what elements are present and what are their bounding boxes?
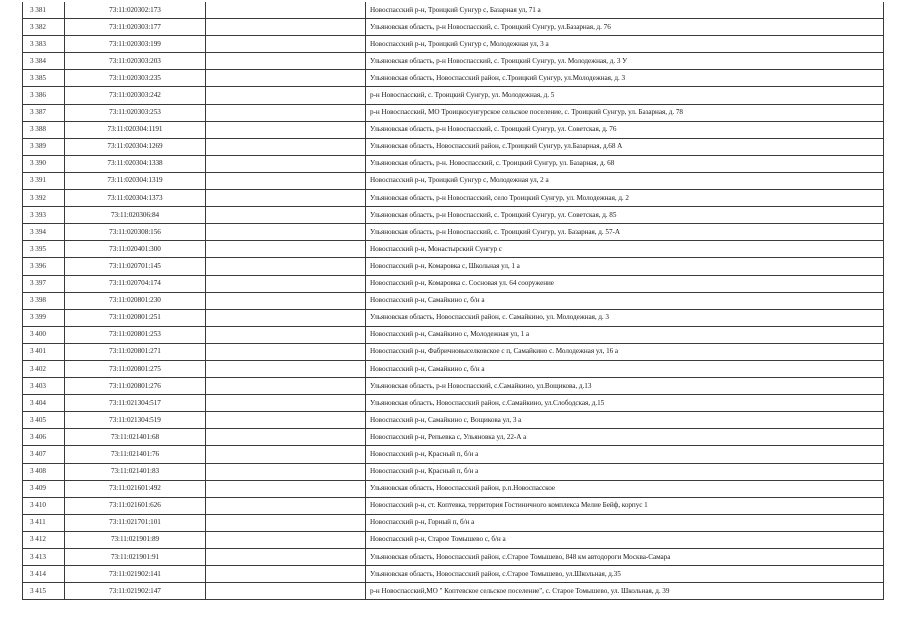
row-number-cell: 3 407	[23, 446, 65, 463]
blank-cell	[206, 343, 366, 360]
blank-cell	[206, 172, 366, 189]
address-cell: Новоспасский р-н, Троицкий Сунгур с, Молодежная ул, 3 а	[366, 36, 884, 53]
table-row	[23, 19, 884, 36]
cadastral-number-cell: 73:11:021401:76	[65, 446, 206, 463]
blank-cell	[206, 104, 366, 121]
cadastral-number-cell: 73:11:020303:235	[65, 70, 206, 87]
cadastral-number-cell: 73:11:021902:141	[65, 566, 206, 583]
row-number-cell: 3 390	[23, 155, 65, 172]
address-cell: Новоспасский р-н, Самайкино с, Вощикова ул, 3 а	[366, 412, 884, 429]
cadastral-number-cell: 73:11:021401:83	[65, 463, 206, 480]
row-number-cell: 3 415	[23, 583, 65, 600]
blank-cell	[206, 70, 366, 87]
table-row	[23, 429, 884, 446]
address-cell: Ульяновская область, р-н Новоспасский, с. Троицкий Сунгур, ул. Советская, д. 76	[366, 121, 884, 138]
cadastral-number-cell: 73:11:021601:626	[65, 497, 206, 514]
row-number-cell: 3 404	[23, 395, 65, 412]
blank-cell	[206, 292, 366, 309]
table-row	[23, 360, 884, 377]
row-number-cell: 3 413	[23, 549, 65, 566]
table-row	[23, 241, 884, 258]
address-cell: Новоспасский р-н, Репьевка с, Ульяновка ул, 22-А а	[366, 429, 884, 446]
table-row	[23, 172, 884, 189]
table-row	[23, 463, 884, 480]
blank-cell	[206, 309, 366, 326]
table-row	[23, 480, 884, 497]
row-number-cell: 3 408	[23, 463, 65, 480]
address-cell: Ульяновская область, Новоспасский район, с.Самайкино, ул.Слободская, д.15	[366, 395, 884, 412]
row-number-cell: 3 395	[23, 241, 65, 258]
cadastral-number-cell: 73:11:021901:89	[65, 531, 206, 548]
table-row	[23, 309, 884, 326]
address-cell: Ульяновская область, Новоспасский район, с.Троицкий Сунгур, ул.Базарная, д.68 А	[366, 138, 884, 155]
blank-cell	[206, 395, 366, 412]
row-number-cell: 3 411	[23, 514, 65, 531]
table-row	[23, 378, 884, 395]
row-number-cell: 3 409	[23, 480, 65, 497]
table-row	[23, 446, 884, 463]
row-number-cell: 3 386	[23, 87, 65, 104]
address-cell: р-н Новоспасский, МО Троицкосунгурское сельское поселение, с. Троицкий Сунгур, ул. Базарная, д. 78	[366, 104, 884, 121]
cadastral-number-cell: 73:11:020801:253	[65, 326, 206, 343]
document-table-region	[22, 2, 884, 600]
table-row	[23, 207, 884, 224]
cadastral-number-cell: 73:11:020303:203	[65, 53, 206, 70]
cadastral-number-cell: 73:11:020303:242	[65, 87, 206, 104]
blank-cell	[206, 429, 366, 446]
row-number-cell: 3 405	[23, 412, 65, 429]
blank-cell	[206, 207, 366, 224]
row-number-cell: 3 412	[23, 531, 65, 548]
blank-cell	[206, 155, 366, 172]
blank-cell	[206, 241, 366, 258]
blank-cell	[206, 138, 366, 155]
table-row	[23, 566, 884, 583]
address-cell: Ульяновская область, Новоспасский район, р.п.Новоспасское	[366, 480, 884, 497]
row-number-cell: 3 406	[23, 429, 65, 446]
table-row	[23, 326, 884, 343]
row-number-cell: 3 383	[23, 36, 65, 53]
address-cell: р-н Новоспасский, с. Троицкий Сунгур, ул. Молодежная, д. 5	[366, 87, 884, 104]
address-cell: Ульяновская область, р-н Новоспасский, с. Троицкий Сунгур, ул.Базарная, д. 76	[366, 19, 884, 36]
address-cell: Ульяновская область, р-н Новоспасский, с.Самайкино, ул.Вощикова, д.13	[366, 378, 884, 395]
row-number-cell: 3 403	[23, 378, 65, 395]
blank-cell	[206, 412, 366, 429]
address-cell: Новоспасский р-н, Комаровка с, Школьная ул, 1 а	[366, 258, 884, 275]
address-cell: Новоспасский р-н, Горный п, б/н а	[366, 514, 884, 531]
land-parcel-table	[22, 2, 884, 600]
table-row	[23, 87, 884, 104]
blank-cell	[206, 583, 366, 600]
blank-cell	[206, 19, 366, 36]
address-cell: Новоспасский р-н, Фабричновыселковское с п, Самайкино с. Молодежная ул, 16 а	[366, 343, 884, 360]
table-row	[23, 2, 884, 19]
table-row	[23, 292, 884, 309]
cadastral-number-cell: 73:11:020704:174	[65, 275, 206, 292]
blank-cell	[206, 326, 366, 343]
cadastral-number-cell: 73:11:020801:271	[65, 343, 206, 360]
blank-cell	[206, 378, 366, 395]
cadastral-number-cell: 73:11:020304:1319	[65, 172, 206, 189]
table-row	[23, 395, 884, 412]
blank-cell	[206, 463, 366, 480]
row-number-cell: 3 389	[23, 138, 65, 155]
table-body	[23, 2, 884, 600]
blank-cell	[206, 190, 366, 207]
table-row	[23, 412, 884, 429]
address-cell: Новоспасский р-н, Троицкий Сунгур с, Молодежная ул, 2 а	[366, 172, 884, 189]
address-cell: Новоспасский р-н, Монастырский Сунгур с	[366, 241, 884, 258]
blank-cell	[206, 121, 366, 138]
address-cell: Ульяновская область, р-н Новоспасский, с. Троицкий Сунгур, ул. Молодежная, д. 3 У	[366, 53, 884, 70]
blank-cell	[206, 275, 366, 292]
blank-cell	[206, 2, 366, 19]
cadastral-number-cell: 73:11:020308:156	[65, 224, 206, 241]
address-cell: Ульяновская область, Новоспасский район, с. Самайкино, ул. Молодежная, д. 3	[366, 309, 884, 326]
table-row	[23, 190, 884, 207]
cadastral-number-cell: 73:11:020304:1338	[65, 155, 206, 172]
cadastral-number-cell: 73:11:020801:275	[65, 360, 206, 377]
blank-cell	[206, 53, 366, 70]
cadastral-number-cell: 73:11:020801:276	[65, 378, 206, 395]
cadastral-number-cell: 73:11:020303:177	[65, 19, 206, 36]
cadastral-number-cell: 73:11:020302:173	[65, 2, 206, 19]
cadastral-number-cell: 73:11:020306:84	[65, 207, 206, 224]
cadastral-number-cell: 73:11:020304:1373	[65, 190, 206, 207]
blank-cell	[206, 497, 366, 514]
address-cell: Ульяновская область, р-н Новоспасский, село Троицкий Сунгур, ул. Молодежная, д. 2	[366, 190, 884, 207]
cadastral-number-cell: 73:11:020701:145	[65, 258, 206, 275]
row-number-cell: 3 385	[23, 70, 65, 87]
row-number-cell: 3 394	[23, 224, 65, 241]
address-cell: Ульяновская область, р-н Новоспасский, с. Троицкий Сунгур, ул. Базарная, д. 57-А	[366, 224, 884, 241]
table-row	[23, 583, 884, 600]
blank-cell	[206, 549, 366, 566]
cadastral-number-cell: 73:11:020303:199	[65, 36, 206, 53]
table-row	[23, 549, 884, 566]
row-number-cell: 3 391	[23, 172, 65, 189]
address-cell: Новоспасский р-н, Самайкино с, б/н а	[366, 292, 884, 309]
cadastral-number-cell: 73:11:020304:1269	[65, 138, 206, 155]
address-cell: Новоспасский р-н, Троицкий Сунгур с, Базарная ул, 71 а	[366, 2, 884, 19]
address-cell: Новоспасский р-н, Красный п, б/н а	[366, 463, 884, 480]
row-number-cell: 3 410	[23, 497, 65, 514]
address-cell: Новоспасский р-н, Красный п, б/н а	[366, 446, 884, 463]
blank-cell	[206, 360, 366, 377]
row-number-cell: 3 400	[23, 326, 65, 343]
cadastral-number-cell: 73:11:020304:1191	[65, 121, 206, 138]
address-cell: Ульяновская область, р-н Новоспасский, с. Троицкий Сунгур, ул. Советская, д. 85	[366, 207, 884, 224]
row-number-cell: 3 381	[23, 2, 65, 19]
address-cell: Ульяновская область, Новоспасский район, с.Старое Томышево, ул.Школьная, д.35	[366, 566, 884, 583]
table-row	[23, 155, 884, 172]
address-cell: Ульяновская область, р-н. Новоспасский, с. Троицкий Сунгур, ул. Базарная, д. 68	[366, 155, 884, 172]
row-number-cell: 3 401	[23, 343, 65, 360]
table-row	[23, 343, 884, 360]
blank-cell	[206, 87, 366, 104]
row-number-cell: 3 392	[23, 190, 65, 207]
blank-cell	[206, 514, 366, 531]
table-row	[23, 497, 884, 514]
row-number-cell: 3 402	[23, 360, 65, 377]
cadastral-number-cell: 73:11:020303:253	[65, 104, 206, 121]
blank-cell	[206, 36, 366, 53]
row-number-cell: 3 393	[23, 207, 65, 224]
cadastral-number-cell: 73:11:020801:230	[65, 292, 206, 309]
blank-cell	[206, 480, 366, 497]
table-row	[23, 53, 884, 70]
table-row	[23, 258, 884, 275]
address-cell: Ульяновская область, Новоспасский район, с.Троицкий Сунгур, ул.Молодежная, д. 3	[366, 70, 884, 87]
table-row	[23, 275, 884, 292]
cadastral-number-cell: 73:11:020801:251	[65, 309, 206, 326]
cadastral-number-cell: 73:11:021901:91	[65, 549, 206, 566]
table-row	[23, 70, 884, 87]
address-cell: Новоспасский р-н, Самайкино с, б/н а	[366, 360, 884, 377]
table-row	[23, 224, 884, 241]
blank-cell	[206, 446, 366, 463]
row-number-cell: 3 398	[23, 292, 65, 309]
row-number-cell: 3 399	[23, 309, 65, 326]
table-row	[23, 36, 884, 53]
blank-cell	[206, 566, 366, 583]
row-number-cell: 3 414	[23, 566, 65, 583]
cadastral-number-cell: 73:11:021304:519	[65, 412, 206, 429]
row-number-cell: 3 387	[23, 104, 65, 121]
blank-cell	[206, 224, 366, 241]
row-number-cell: 3 388	[23, 121, 65, 138]
table-row	[23, 531, 884, 548]
table-row	[23, 121, 884, 138]
address-cell: Ульяновская область, Новоспасский район, с.Старое Томышево, 848 км автодороги Москва-Самара	[366, 549, 884, 566]
table-row	[23, 514, 884, 531]
address-cell: Новоспасский р-н, Старое Томышево с, б/н а	[366, 531, 884, 548]
address-cell: р-н Новоспасский,МО " Коптевское сельское поселение", с. Старое Томышево, ул. Школьная, д. 39	[366, 583, 884, 600]
cadastral-number-cell: 73:11:021601:492	[65, 480, 206, 497]
address-cell: Новоспасский р-н, Комаровка с. Сосновая ул. 64 сооружение	[366, 275, 884, 292]
cadastral-number-cell: 73:11:021401:68	[65, 429, 206, 446]
blank-cell	[206, 258, 366, 275]
row-number-cell: 3 397	[23, 275, 65, 292]
address-cell: Новоспасский р-н, ст. Коптевка, территория Гостиничного комплекса Мелие Бейф, корпус 1	[366, 497, 884, 514]
cadastral-number-cell: 73:11:021304:517	[65, 395, 206, 412]
table-row	[23, 138, 884, 155]
blank-cell	[206, 531, 366, 548]
row-number-cell: 3 382	[23, 19, 65, 36]
table-row	[23, 104, 884, 121]
cadastral-number-cell: 73:11:021902:147	[65, 583, 206, 600]
row-number-cell: 3 384	[23, 53, 65, 70]
row-number-cell: 3 396	[23, 258, 65, 275]
address-cell: Новоспасский р-н, Самайкино с, Молодежная ул, 1 а	[366, 326, 884, 343]
cadastral-number-cell: 73:11:020401:300	[65, 241, 206, 258]
cadastral-number-cell: 73:11:021701:101	[65, 514, 206, 531]
